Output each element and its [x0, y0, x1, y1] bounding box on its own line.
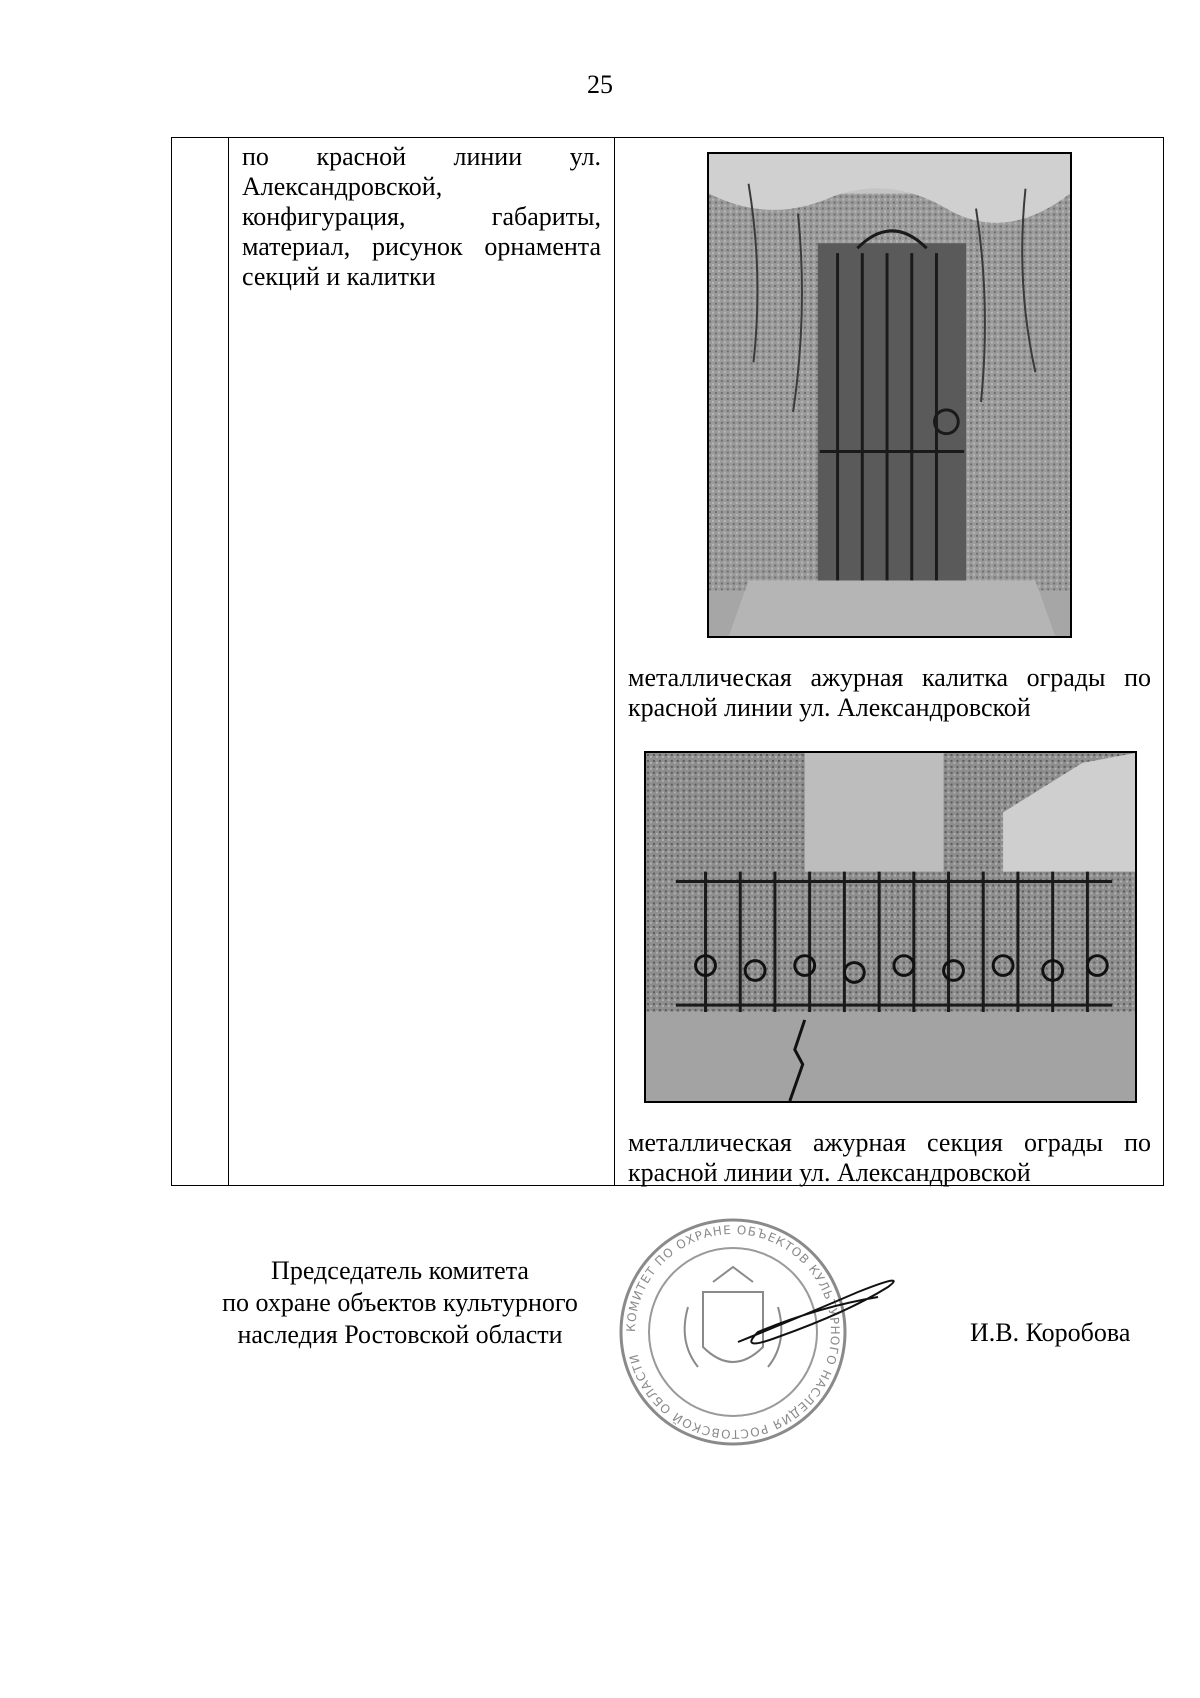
svg-text:КОМИТЕТ ПО ОХРАНЕ ОБЪЕКТОВ КУЛ: [624, 1223, 842, 1441]
description-text: по красной линии ул. Александровской, конфигурация, габариты, материал, рисунок орнамента секций и калитки: [242, 142, 601, 291]
signature-stroke: [738, 1281, 894, 1344]
heritage-table: [171, 137, 1164, 1186]
photos-cell: [615, 138, 1164, 1186]
signer-title-line: Председатель комитета: [271, 1256, 529, 1285]
official-seal-and-signature: [618, 1212, 938, 1452]
signer-name: И.В. Коробова: [970, 1318, 1131, 1347]
row-number-cell: [172, 138, 229, 1186]
signer-title-line: наследия Ростовской области: [237, 1320, 563, 1349]
description-cell: [229, 138, 615, 1186]
fence-gate-photo: [707, 152, 1072, 638]
signer-title: [190, 1255, 610, 1351]
coat-of-arms-icon: [685, 1267, 782, 1367]
section-photo-caption: металлическая ажурная секция ограды по красной линии ул. Александровской: [628, 1128, 1151, 1187]
table-row: [172, 138, 1164, 1186]
page-number: 25: [587, 70, 613, 99]
signer-title-line: по охране объектов культурного: [222, 1288, 578, 1317]
gate-photo-caption: металлическая ажурная калитка ограды по красной линии ул. Александровской: [628, 663, 1151, 722]
seal-ring-text: КОМИТЕТ ПО ОХРАНЕ ОБЪЕКТОВ КУЛЬТУРНОГО НАСЛЕДИЯ РОСТОВСКОЙ ОБЛАСТИ: [623, 1222, 843, 1442]
fence-section-photo: [644, 751, 1137, 1103]
